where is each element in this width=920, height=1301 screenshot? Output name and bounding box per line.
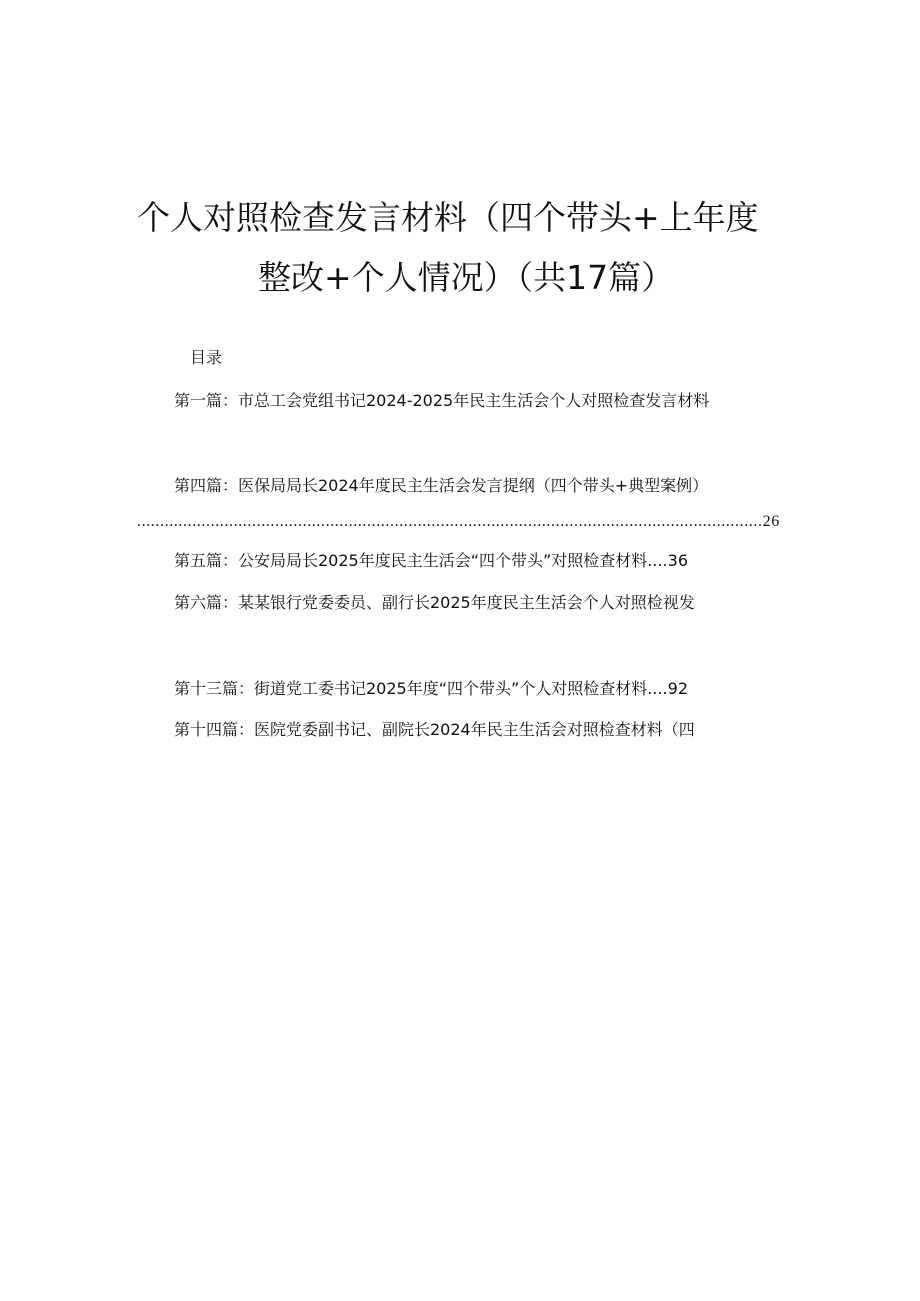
document-title-line-2: 整改+个人情况）（共17篇） (258, 258, 675, 297)
toc-entry-6[interactable]: 第六篇：某某银行党委委员、副行长2025年度民主生活会个人对照检视发 (174, 593, 695, 612)
toc-entry-5[interactable]: 第五篇：公安局局长2025年度民主生活会“四个带头”对照检查材料....36 (174, 551, 689, 570)
toc-entry-4[interactable]: 第四篇：医保局局长2024年度民主生活会发言提纲（四个带头+典型案例） (174, 476, 709, 495)
document-title-line-1: 个人对照检查发言材料（四个带头+上年度 (137, 198, 759, 237)
toc-entry-1[interactable]: 第一篇：市总工会党组书记2024-2025年民主生活会个人对照检查发言材料 (174, 391, 710, 410)
toc-entry-14[interactable]: 第十四篇：医院党委副书记、副院长2024年民主生活会对照检查材料（四 (174, 720, 695, 739)
toc-heading: 目录 (190, 348, 223, 367)
toc-entry-13[interactable]: 第十三篇：街道党工委书记2025年度“四个带头”个人对照检查材料....92 (174, 679, 689, 698)
toc-entry-4-leader-and-page: ........................................................................................................................................26 (137, 513, 780, 530)
